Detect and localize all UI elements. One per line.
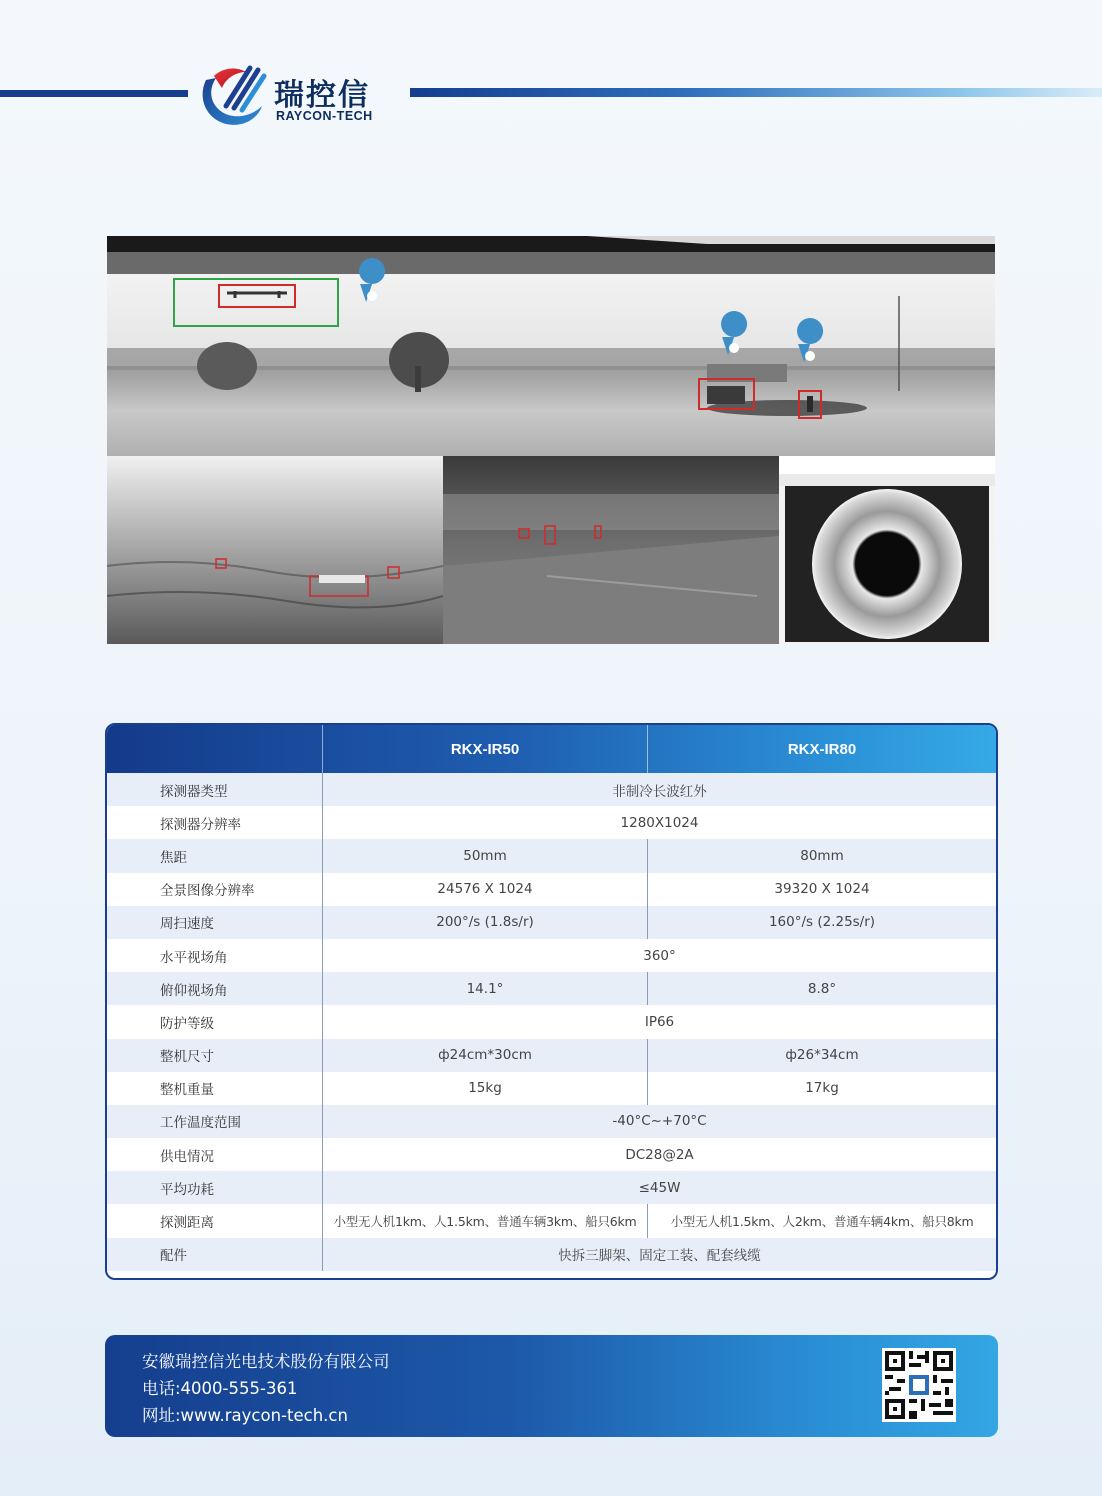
company-name: 安徽瑞控信光电技术股份有限公司 xyxy=(142,1352,390,1371)
spec-row-operating-temperature xyxy=(107,1105,996,1138)
spec-value-ir80: 8.8° xyxy=(807,980,837,997)
spec-value-ir80: 39320 X 1024 xyxy=(774,881,870,898)
company-phone: 电话:4000-555-361 xyxy=(142,1379,298,1398)
spec-label: 全景图像分辨率 xyxy=(107,873,323,906)
spec-value: 快拆三脚架、固定工装、配套线缆 xyxy=(558,1248,761,1265)
spec-label: 探测器分辨率 xyxy=(107,806,323,839)
spec-label: 水平视场角 xyxy=(107,939,323,972)
spec-row-scan-speed xyxy=(107,906,996,939)
spec-value: 360° xyxy=(643,947,676,964)
spec-label: 整机尺寸 xyxy=(107,1039,323,1072)
spec-row-panorama-resolution xyxy=(107,873,996,906)
spec-header-rkx-ir80: RKX-IR80 xyxy=(787,740,857,758)
brand-logo xyxy=(196,58,396,128)
spec-row-average-power xyxy=(107,1171,996,1204)
spec-label: 焦距 xyxy=(107,839,323,872)
spec-value-ir50: 200°/s (1.8s/r) xyxy=(323,906,648,939)
spec-row-detection-range xyxy=(107,1204,996,1237)
spec-header-blank xyxy=(107,725,323,773)
spec-label: 工作温度范围 xyxy=(107,1105,323,1138)
spec-value-ir80: ф26*34cm xyxy=(785,1047,859,1064)
spec-row-vertical-fov xyxy=(107,972,996,1005)
spec-value: -40°C~+70°C xyxy=(612,1113,707,1130)
spec-label: 周扫速度 xyxy=(107,906,323,939)
spec-table-body xyxy=(107,773,996,1271)
brand-name-cn: 瑞控信 xyxy=(274,78,370,113)
spec-label: 配件 xyxy=(107,1238,323,1271)
spec-label: 防护等级 xyxy=(107,1005,323,1038)
spec-value-ir50: 15kg xyxy=(323,1072,648,1105)
spec-value: DC28@2A xyxy=(625,1146,694,1163)
spec-row-focal-length xyxy=(107,839,996,872)
spec-row-detector-type xyxy=(107,773,996,806)
company-website-link[interactable]: 网址:www.raycon-tech.cn xyxy=(142,1406,348,1425)
header-line-right xyxy=(410,88,1102,97)
contact-footer xyxy=(105,1335,998,1437)
spec-label: 平均功耗 xyxy=(107,1171,323,1204)
brand-logo-mark-icon xyxy=(196,62,268,126)
brand-name-en: RAYCON-TECH xyxy=(276,109,373,123)
spec-label: 供电情况 xyxy=(107,1138,323,1171)
spec-value: 非制冷长波红外 xyxy=(612,783,707,800)
spec-table-header xyxy=(107,725,996,773)
panorama-software-window xyxy=(779,456,995,644)
spec-value-ir50: ф24cm*30cm xyxy=(323,1039,648,1072)
spec-value-ir50: 50mm xyxy=(323,839,648,872)
spec-value-ir50: 24576 X 1024 xyxy=(323,873,648,906)
spec-value-ir80: 160°/s (2.25s/r) xyxy=(768,914,876,931)
spec-value: ≤45W xyxy=(638,1179,681,1196)
spec-row-protection-level xyxy=(107,1005,996,1038)
spec-value-ir50: 14.1° xyxy=(323,972,648,1005)
spec-table xyxy=(105,723,998,1280)
spec-row-power-supply xyxy=(107,1138,996,1171)
spec-row-horizontal-fov xyxy=(107,939,996,972)
spec-label: 探测器类型 xyxy=(107,773,323,806)
spec-row-accessories xyxy=(107,1238,996,1271)
spec-value-ir80: 17kg xyxy=(805,1080,839,1097)
spec-label: 探测距离 xyxy=(107,1204,323,1237)
qr-code-icon[interactable] xyxy=(882,1348,956,1422)
spec-row-dimensions xyxy=(107,1039,996,1072)
spec-label: 俯仰视场角 xyxy=(107,972,323,1005)
header-line-left xyxy=(0,90,188,97)
spec-row-detector-resolution xyxy=(107,806,996,839)
thermal-imagery-composite xyxy=(107,236,995,644)
spec-header-rkx-ir50: RKX-IR50 xyxy=(323,725,648,773)
thermal-road-view xyxy=(443,456,779,644)
spec-value: 1280X1024 xyxy=(620,814,699,831)
spec-value-ir50: 小型无人机1km、人1.5km、普通车辆3km、船只6km xyxy=(323,1204,648,1237)
spec-label: 整机重量 xyxy=(107,1072,323,1105)
spec-value: IP66 xyxy=(644,1013,675,1030)
thermal-panorama xyxy=(107,236,995,456)
spec-value-ir80: 80mm xyxy=(800,847,844,864)
spec-value-ir80: 小型无人机1.5km、人2km、普通车辆4km、船只8km xyxy=(670,1214,974,1230)
thermal-sea-view xyxy=(107,456,443,644)
spec-row-weight xyxy=(107,1072,996,1105)
